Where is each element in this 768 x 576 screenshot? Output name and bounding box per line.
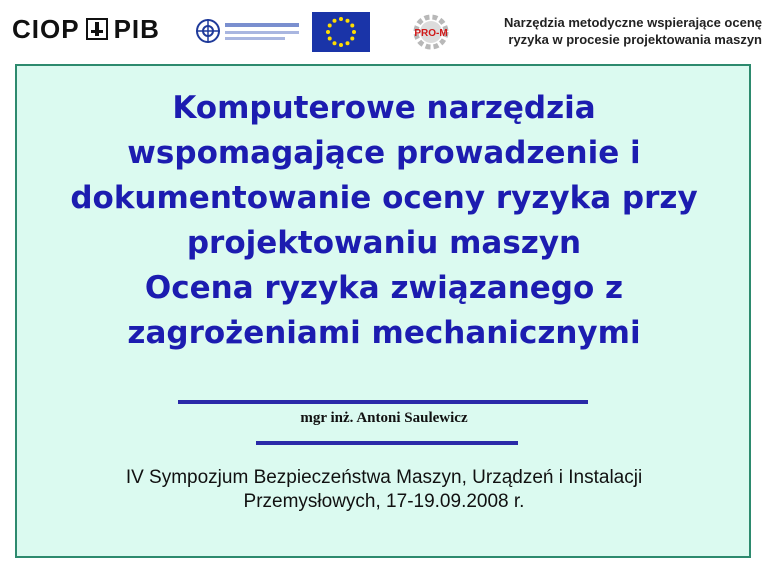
title-line: zagrożeniami mechanicznymi xyxy=(127,315,641,351)
prom-logo-text: PRO-M xyxy=(414,28,448,39)
prom-logo xyxy=(410,14,452,50)
slide-title xyxy=(0,86,768,356)
title-line: dokumentowanie oceny ryzyka przy xyxy=(70,180,698,216)
ciop-emblem-icon xyxy=(86,18,108,40)
ciop-logo-text: CIOP xyxy=(12,14,80,44)
symposium-line: Przemysłowych, 17-19.09.2008 r. xyxy=(243,491,525,512)
symposium-info xyxy=(0,466,768,514)
pib-logo-text: PIB xyxy=(113,14,160,44)
project-tagline-line: ryzyka w procesie projektowania maszyn xyxy=(508,32,762,47)
eu-flag-icon xyxy=(312,12,370,52)
author-name: mgr inż. Antoni Saulewicz xyxy=(300,410,468,426)
title-line: wspomagające prowadzenie i xyxy=(127,135,641,171)
title-line: Komputerowe narzędzia xyxy=(172,90,596,126)
title-line: projektowaniu maszyn xyxy=(186,225,582,261)
project-tagline xyxy=(456,14,762,48)
society-logo-icon xyxy=(195,16,303,46)
divider-top xyxy=(178,400,588,404)
slide-header xyxy=(0,0,768,60)
ciop-pib-logo xyxy=(12,14,160,44)
divider-bottom xyxy=(256,441,518,445)
gear-icon xyxy=(410,14,452,50)
symposium-line: IV Sympozjum Bezpieczeństwa Maszyn, Urządzeń i Instalacji xyxy=(125,467,643,488)
title-line: Ocena ryzyka związanego z xyxy=(144,270,624,306)
project-tagline-line: Narzędzia metodyczne wspierające ocenę xyxy=(504,15,762,30)
